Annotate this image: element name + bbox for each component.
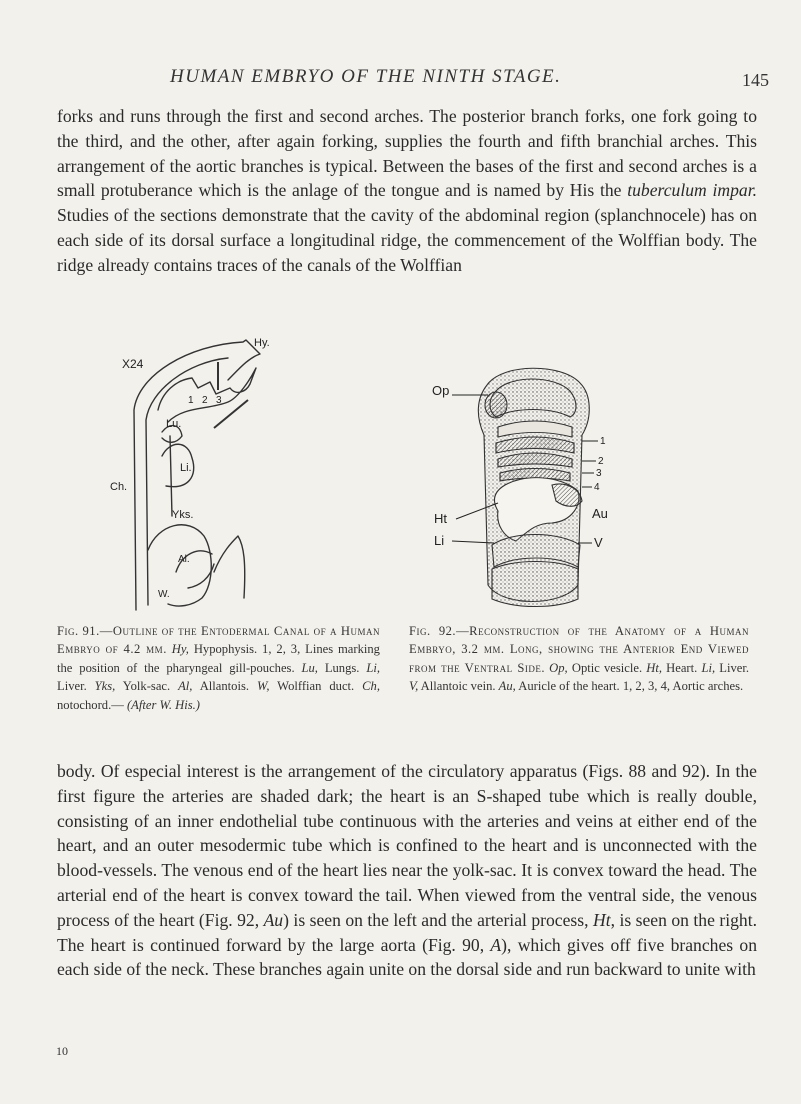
legend-abbr: W, (256, 679, 270, 694)
fig-title: —Reconstruction of the Anatomy of a Human Embryo, 3.2 mm. Long, showing the Anterior End Viewed from the Ventral Side. (409, 624, 749, 675)
italic-ref: Au (263, 909, 284, 930)
fig91-label-yks: Yks. (172, 509, 194, 521)
fig-title: —Outline of the Entodermal Canal of a Human Embryo of 4.2 mm. (57, 624, 380, 657)
legend-text: notochord.— (57, 697, 127, 712)
fig92-label-op: Op (432, 383, 450, 398)
fig91-label-arch-3: 3 (216, 395, 222, 406)
figure-91-drawing (110, 337, 283, 605)
fig92-label-arch-1: 1 (600, 436, 606, 447)
running-title: HUMAN EMBRYO OF THE NINTH STAGE. (170, 66, 562, 87)
paragraph-text: Studies of the sections demonstrate that the cavity of the abdominal region (splanchnocele) has on each side of its dorsal surface a longitudinal ridge, the commencement of the Wolffian body. The ridge already contains traces of the canals of the Wolffian (57, 205, 757, 275)
gut-wall (170, 436, 172, 516)
page-number: 145 (742, 70, 769, 90)
paragraph-text: ) is seen on the left and the arterial process, (283, 909, 593, 930)
fig91-label-arch-1: 1 (188, 395, 194, 406)
fig92-label-ht: Ht (434, 511, 447, 526)
fig91-label-arch-2: 2 (202, 395, 208, 406)
legend-text: Hypophysis. 1, 2, 3, Lines marking the position of the pharyngeal gill-pouches. (57, 642, 380, 675)
source-citation: (After W. His.) (126, 697, 200, 712)
legend-abbr: V, (409, 679, 419, 694)
body-paragraph-2 (57, 759, 757, 982)
fig91-label-al: Al. (178, 554, 190, 565)
fig-number: Fig. 92. (409, 624, 457, 638)
legend-text: Lungs. (317, 660, 367, 675)
fig92-label-li: Li (434, 533, 445, 548)
latin-term: tuberculum impar. (627, 180, 757, 201)
legend-abbr: Hy, (171, 642, 189, 657)
legend-abbr: Op, (549, 660, 568, 675)
optic-vesicle (485, 392, 507, 418)
tail-contour (214, 536, 245, 598)
fig91-label-hy: Hy. (254, 337, 270, 349)
legend-abbr: Yks, (94, 679, 116, 694)
figure-92-drawing (432, 355, 622, 615)
signature-mark: 10 (56, 1044, 68, 1058)
legend-text: Wolffian duct. (269, 679, 363, 694)
running-header (0, 66, 801, 92)
legend-text: Auricle of the heart. 1, 2, 3, 4, Aortic arches. (515, 679, 744, 694)
figure-91-caption (57, 622, 380, 714)
fig91-label-w: W. (158, 589, 170, 600)
italic-ref: Ht (592, 909, 611, 930)
paragraph-text: ), which gives off five branches on each side of the neck. These branches again unite on the dorsal side and run backward to unite with (57, 934, 757, 980)
legend-text: Allantois. (192, 679, 257, 694)
legend-text: Liver. (715, 660, 749, 675)
legend-text: Allantoic vein. (418, 679, 499, 694)
legend-text: Optic vesicle. (567, 660, 647, 675)
body-paragraph-1 (57, 104, 757, 278)
paragraph-text: , is seen on the right. The heart is continued forward by the large aorta (Fig. 90, (57, 909, 757, 955)
legend-text: Yolk-sac. (115, 679, 179, 694)
fig-number: Fig. 91. (57, 624, 100, 638)
legend-text: Liver. (57, 679, 95, 694)
legend-abbr: Au, (498, 679, 516, 694)
figure-92-caption (409, 622, 749, 696)
fig92-label-v: V (594, 535, 603, 550)
fig92-label-arch-4: 4 (594, 482, 600, 493)
fig92-label-arch-3: 3 (596, 468, 602, 479)
paragraph-text: forks and runs through the first and second arches. The posterior branch forks, one fork going to the third, and the other, after again forking, supplies the fourth and fifth branchial arches. This arrangement of the aortic branches is typical. Between the bases of the first and second arches is a small protuberance which is the anlage of the tongue and is named by His the (57, 106, 757, 201)
legend-abbr: Al, (178, 679, 193, 694)
fig91-label-lu: Lu. (166, 418, 182, 430)
legend-abbr: Lu, (301, 660, 318, 675)
fig91-label-ch: Ch. (110, 481, 128, 493)
paragraph-text: body. Of especial interest is the arrangement of the circulatory apparatus (Figs. 88 and 92). In the first figure the arteries are shaded dark; the heart is an S-shaped tube which is really double, consisting of an inner endothelial tube continuous with the arteries and veins at either end of the heart, and an outer mesodermic tube which is confined to the heart and is unconnected with the blood-vessels. The venous end of the heart lies near the yolk-sac. It is convex toward the head. The arterial end of the heart is convex toward the tail. When viewed from the ventral side, the venous process of the heart (Fig. 92, (57, 761, 757, 930)
fig92-label-arch-2: 2 (598, 456, 604, 467)
fig92-label-au: Au (592, 506, 608, 521)
legend-abbr: Ch, (362, 679, 380, 694)
fig91-label-li: Li. (180, 462, 192, 474)
fig91-magnification: X24 (122, 357, 144, 371)
legend-abbr: Li, (366, 660, 380, 675)
legend-text: Heart. (662, 660, 702, 675)
italic-ref: A (490, 934, 502, 955)
legend-abbr: Ht, (646, 660, 662, 675)
outer-outline (134, 340, 260, 610)
lower-body (492, 562, 578, 607)
legend-abbr: Li, (701, 660, 716, 675)
